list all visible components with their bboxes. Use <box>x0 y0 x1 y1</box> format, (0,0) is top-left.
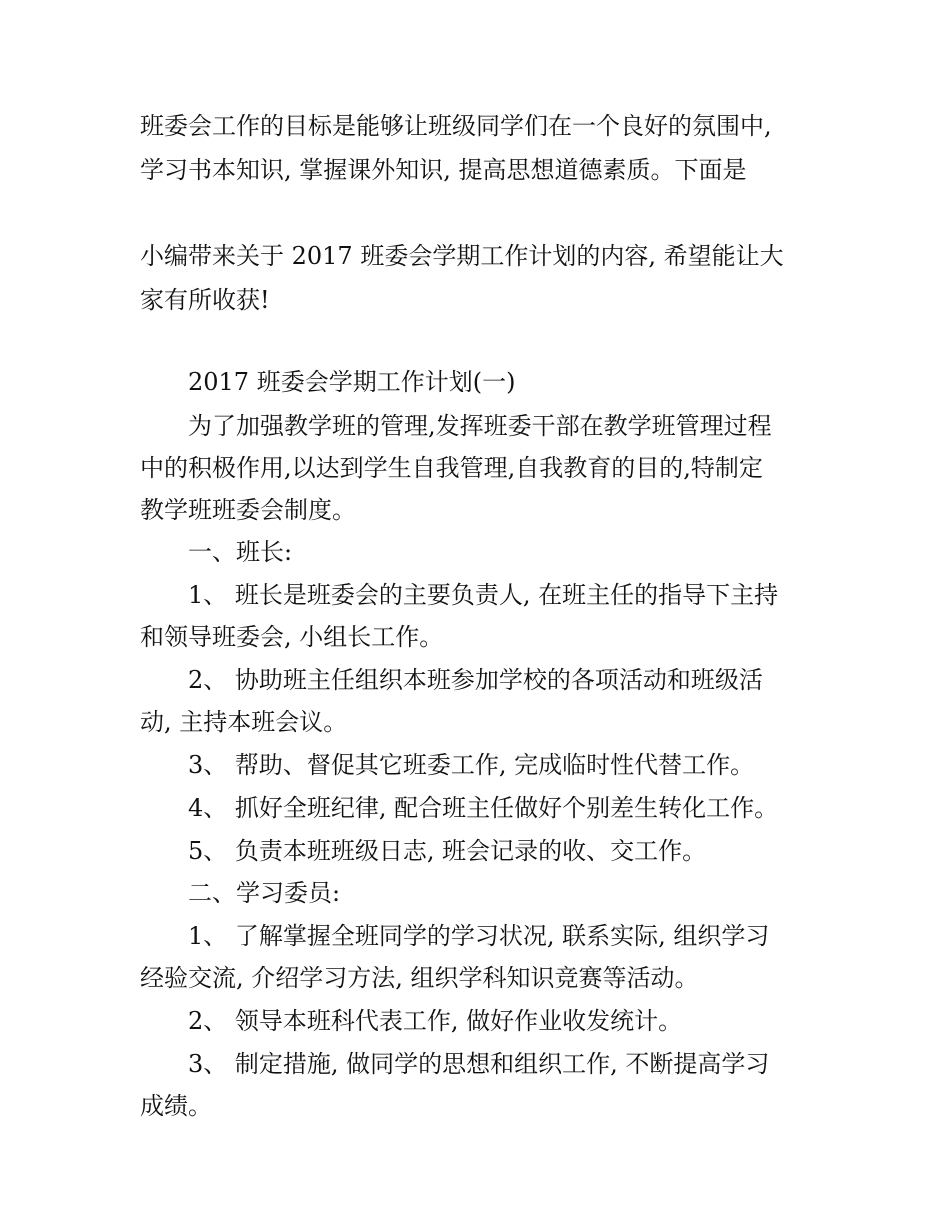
intro-line-3: 小编带来关于 2017 班委会学期工作计划的内容, 希望能让大 <box>140 242 784 270</box>
study-item-1-line-1: 1、 了解掌握全班同学的学习状况, 联系实际, 组织学习 <box>188 922 770 950</box>
study-item-3-line-1: 3、 制定措施, 做同学的思想和组织工作, 不断提高学习 <box>188 1050 770 1078</box>
monitor-item-2-line-1: 2、 协助班主任组织本班参加学校的各项活动和班级活 <box>188 666 763 694</box>
monitor-item-2-line-2: 动, 主持本班会议。 <box>140 708 348 736</box>
monitor-item-5: 5、 负责本班班级日志, 班会记录的收、交工作。 <box>188 837 707 865</box>
study-committee-heading: 二、学习委员: <box>188 879 341 907</box>
monitor-item-3: 3、 帮助、督促其它班委工作, 完成临时性代替工作。 <box>188 751 755 779</box>
intro-line-2: 学习书本知识, 掌握课外知识, 提高思想道德素质。下面是 <box>140 156 747 184</box>
monitor-heading: 一、班长: <box>188 538 293 566</box>
intro-line-4: 家有所收获! <box>140 286 270 314</box>
study-item-1-line-2: 经验交流, 介绍学习方法, 组织学科知识竞赛等活动。 <box>140 964 699 992</box>
section-title: 2017 班委会学期工作计划(一) <box>188 368 516 396</box>
study-item-3-line-2: 成绩。 <box>140 1092 212 1120</box>
intro-line-1: 班委会工作的目标是能够让班级同学们在一个良好的氛围中, <box>140 112 772 140</box>
purpose-line-1: 为了加强教学班的管理,发挥班委干部在教学班管理过程 <box>188 412 772 440</box>
study-item-2: 2、 领导本班科代表工作, 做好作业收发统计。 <box>188 1007 683 1035</box>
monitor-item-1-line-2: 和领导班委会, 小组长工作。 <box>140 623 444 651</box>
monitor-item-4: 4、 抓好全班纪律, 配合班主任做好个别差生转化工作。 <box>188 794 779 822</box>
monitor-item-1-line-1: 1、 班长是班委会的主要负责人, 在班主任的指导下主持 <box>188 581 779 609</box>
purpose-line-2: 中的积极作用,以达到学生自我管理,自我教育的目的,特制定 <box>140 454 763 482</box>
purpose-line-3: 教学班班委会制度。 <box>140 496 356 524</box>
